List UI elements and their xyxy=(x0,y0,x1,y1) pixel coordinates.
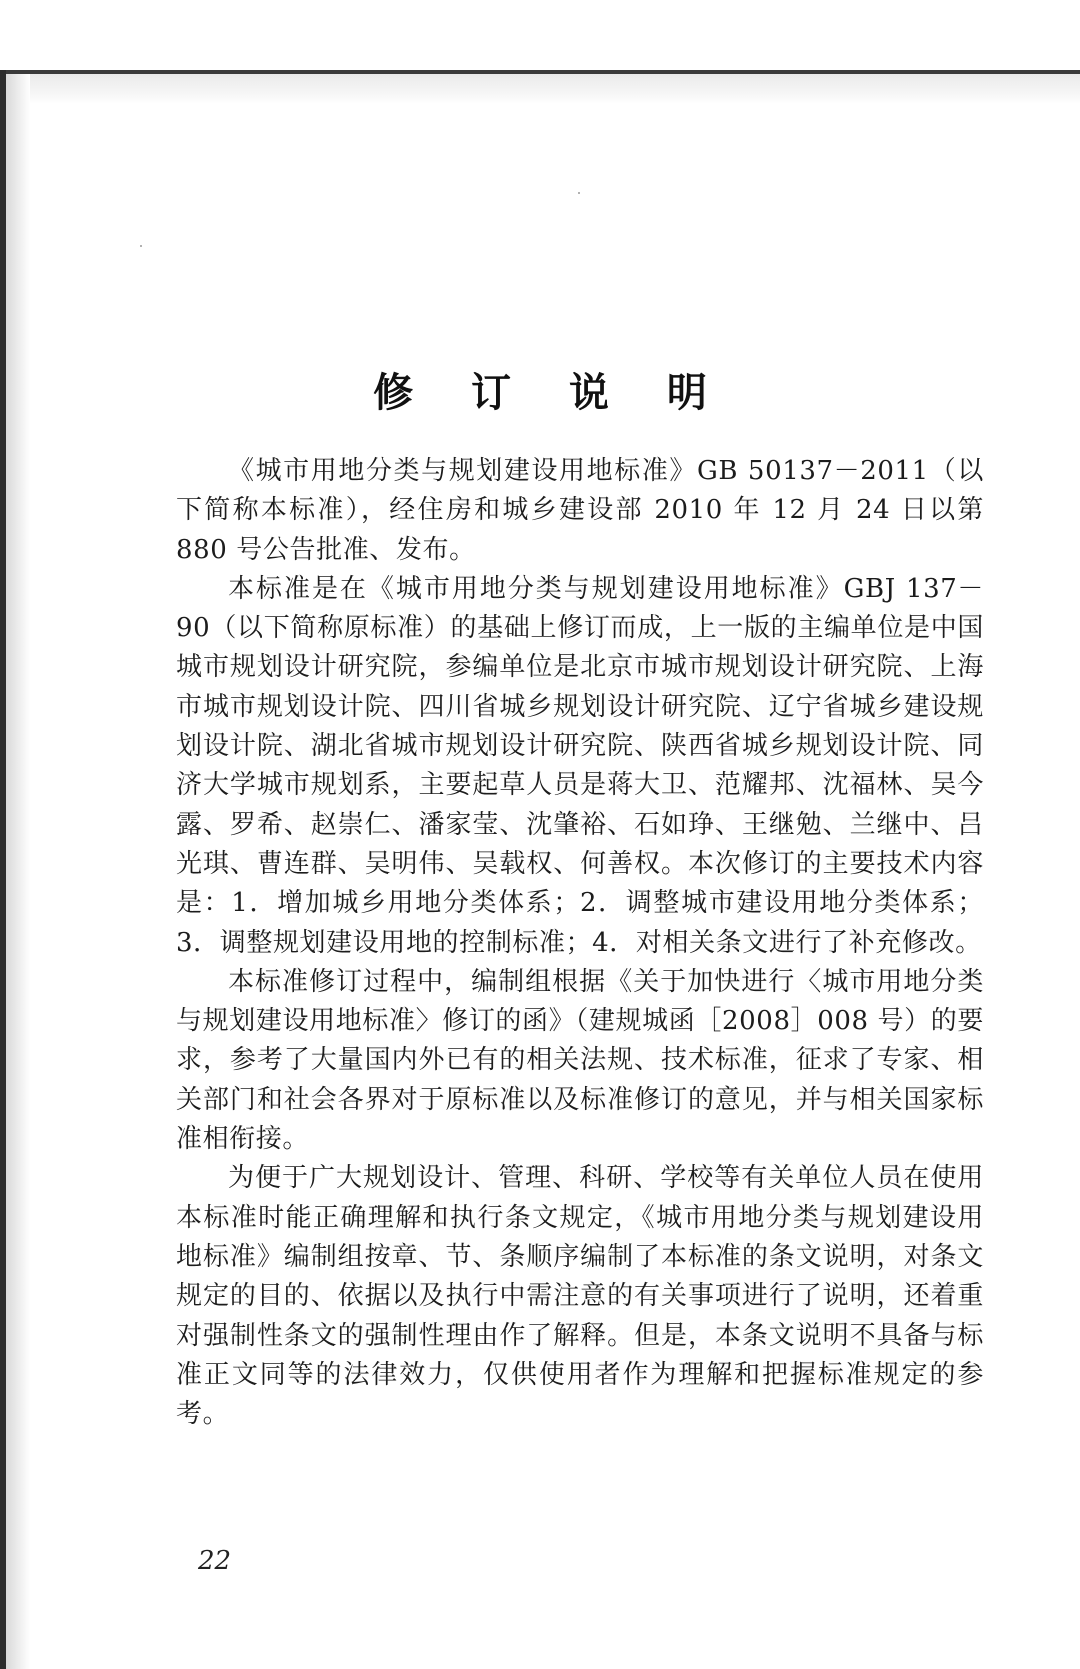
scan-speck xyxy=(140,245,142,247)
scan-speck xyxy=(578,192,580,194)
paragraph-revision-background: 本标准是在《城市用地分类与规划建设用地标准》GBJ 137－90（以下简称原标准）的基础上修订而成，上一版的主编单位是中国城市规划设计研究院，参编单位是北京市城市规划设计研究院、上海市城市规划设计院、四川省城乡规划设计研究院、辽宁省城乡建设规划设计院、湖北省城市规划设计研究院、陕西省城乡规划设计院、同济大学城市规划系，主要起草人员是蒋大卫、范耀邦、沈福林、吴今露、罗希、赵崇仁、潘家莹、沈肇裕、石如琤、王继勉、兰继中、吕光琪、曹连群、吴明伟、吴载权、何善权。本次修订的主要技术内容是：1．增加城乡用地分类体系；2．调整城市建设用地分类体系；3．调整规划建设用地的控制标准；4．对相关条文进行了补充修改。 xyxy=(176,573,984,958)
scan-top-edge xyxy=(0,70,1080,74)
paragraph-explanation-purpose: 为便于广大规划设计、管理、科研、学校等有关单位人员在使用本标准时能正确理解和执行条文规定，《城市用地分类与规划建设用地标准》编制组按章、节、条顺序编制了本标准的条文说明，对条文规定的目的、依据以及执行中需注意的有关事项进行了说明，还着重对强制性条文的强制性理由作了解释。但是，本条文说明不具备与标准正文同等的法律效力，仅供使用者作为理解和把握标准规定的参考。 xyxy=(176,1163,984,1430)
scan-left-shadow xyxy=(6,74,30,1669)
paragraph-revision-process: 本标准修订过程中，编制组根据《关于加快进行〈城市用地分类与规划建设用地标准〉修订的函》（建规城函［2008］008 号）的要求，参考了大量国内外已有的相关法规、技术标准，征求了专家、相关部门和社会各界对于原标准以及标准修订的意见，并与相关国家标准相衔接。 xyxy=(176,966,984,1155)
page-title: 修 订 说 明 xyxy=(373,368,729,416)
scan-top-shadow xyxy=(0,70,1080,104)
page-number: 22 xyxy=(198,1546,232,1576)
paragraph-approval: 《城市用地分类与规划建设用地标准》GB 50137－2011（以下简称本标准），经住房和城乡建设部 2010 年 12 月 24 日以第 880 号公告批准、发布。 xyxy=(176,456,984,565)
body-text xyxy=(176,452,984,1434)
